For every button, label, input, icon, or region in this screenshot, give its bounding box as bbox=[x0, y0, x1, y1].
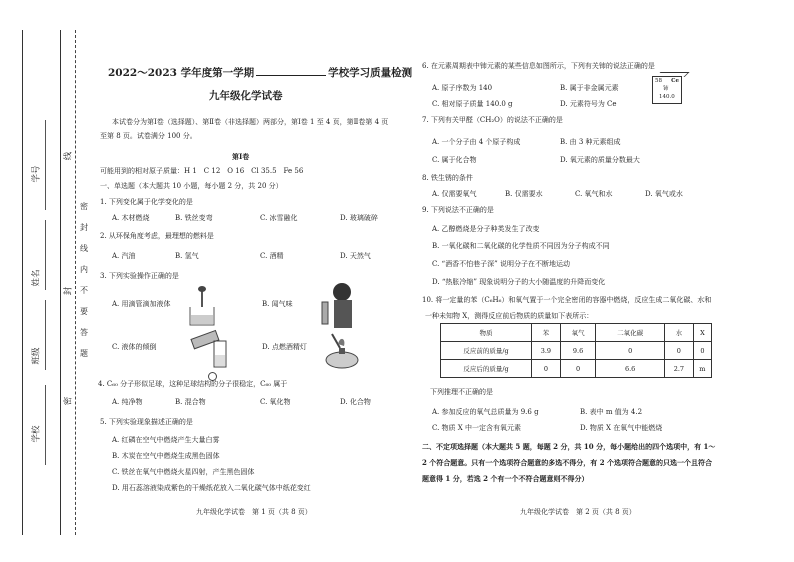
page-1-footer: 九年级化学试卷 第 1 页（共 8 页） bbox=[196, 508, 312, 516]
q2-option-a[interactable]: A. 汽油 bbox=[112, 252, 136, 260]
q1-stem: 1. 下列变化属于化学变化的是 bbox=[100, 198, 193, 206]
q2-option-c[interactable]: C. 酒精 bbox=[260, 252, 284, 260]
q1-option-a[interactable]: A. 木材燃烧 bbox=[112, 214, 150, 222]
school-write-line[interactable] bbox=[45, 385, 46, 465]
table-cell: 2.7 bbox=[664, 360, 693, 378]
q10-option-d[interactable]: D. 物质 X 在氧气中能燃烧 bbox=[580, 424, 663, 432]
table-cell: 0 bbox=[560, 360, 596, 378]
q3-stem: 3. 下列实验操作正确的是 bbox=[100, 272, 179, 280]
q7-stem: 7. 下列有关甲醛（CH₂O）的说法不正确的是 bbox=[422, 116, 563, 124]
q3-option-d[interactable]: D. 点燃酒精灯 bbox=[262, 343, 307, 351]
part-2-heading-3: 题意得 1 分，若选 2 个有一个不符合题意则不得分） bbox=[422, 474, 589, 483]
name-label: 姓名 bbox=[31, 269, 42, 287]
q4-option-d[interactable]: D. 化合物 bbox=[340, 398, 371, 406]
q1-option-b[interactable]: B. 铁丝变弯 bbox=[175, 214, 213, 222]
q10-option-a[interactable]: A. 参加反应的氧气总质量为 9.6 g bbox=[432, 408, 539, 416]
q9-stem: 9. 下列说法不正确的是 bbox=[422, 206, 494, 214]
q10-option-b[interactable]: B. 表中 m 值为 4.2 bbox=[580, 408, 643, 416]
part-2-heading-1: 二、不定项选择题（本大题共 5 题，每题 2 分，共 10 分，每小题给出的四个选项中，有 1～ bbox=[422, 442, 716, 451]
q3-option-c[interactable]: C. 液体的倾倒 bbox=[112, 343, 157, 351]
dropper-figure bbox=[180, 285, 220, 327]
smelling-figure bbox=[316, 280, 356, 332]
seal-notice: 密 封 线 内 不 要 答 题 bbox=[80, 202, 88, 358]
q10-prompt: 下列推理不正确的是 bbox=[430, 388, 493, 396]
q9-option-c[interactable]: C. “酒香不怕巷子深” 说明分子在不断地运动 bbox=[432, 260, 570, 268]
q2-stem: 2. 从环保角度考虑，最理想的燃料是 bbox=[100, 232, 214, 240]
table-cell: 反应前的质量/g bbox=[441, 342, 532, 360]
q3-option-a[interactable]: A. 用滴管滴加液体 bbox=[112, 300, 171, 308]
q5-option-d[interactable]: D. 用石蕊溶液染成紫色的干燥纸花放入二氧化碳气体中纸花变红 bbox=[112, 484, 311, 492]
q5-option-b[interactable]: B. 木炭在空气中燃烧生成黑色固体 bbox=[112, 452, 220, 460]
page-2-footer: 九年级化学试卷 第 2 页（共 8 页） bbox=[520, 508, 636, 516]
q9-option-a[interactable]: A. 乙醇燃烧是分子种类发生了改变 bbox=[432, 225, 540, 233]
table-cell: 3.9 bbox=[532, 342, 561, 360]
table-cell: 0 bbox=[693, 342, 711, 360]
alcohol-lamp-figure bbox=[318, 326, 364, 370]
q5-option-a[interactable]: A. 红磷在空气中燃烧产生大量白雾 bbox=[112, 436, 220, 444]
table-cell: 0 bbox=[596, 342, 665, 360]
margin-rule-outer bbox=[22, 30, 23, 535]
q8-option-c[interactable]: C. 氧气和水 bbox=[575, 190, 613, 198]
xian-char: 线 bbox=[63, 151, 74, 161]
table-header-cell: 二氧化碳 bbox=[596, 324, 665, 342]
q7-option-c[interactable]: C. 属于化合物 bbox=[432, 156, 477, 164]
q4-option-b[interactable]: B. 混合物 bbox=[175, 398, 206, 406]
q2-option-d[interactable]: D. 天然气 bbox=[340, 252, 371, 260]
q8-option-b[interactable]: B. 仅需要水 bbox=[505, 190, 543, 198]
q10-option-c[interactable]: C. 物质 X 中一定含有氧元素 bbox=[432, 424, 521, 432]
table-header-cell: 苯 bbox=[532, 324, 561, 342]
section-1-heading: 第Ⅰ卷 bbox=[232, 152, 250, 161]
margin-rule-inner bbox=[60, 30, 61, 535]
table-cell: m bbox=[693, 360, 711, 378]
part-2-heading-2: 2 个符合题意。只有一个选项符合题意的多选不得分，有 2 个选项符合题意的只选一个且符合 bbox=[422, 458, 713, 467]
mass-table bbox=[440, 323, 712, 378]
class-write-line[interactable] bbox=[45, 300, 46, 370]
q10-stem-2: 一种未知物 X，测得反应前后物质的质量如下表所示： bbox=[425, 312, 594, 320]
table-cell: 9.6 bbox=[560, 342, 596, 360]
periodic-cell: 58 Ce 铈 140.0 bbox=[652, 76, 682, 104]
q4-stem: 4. C₆₀ 分子形似足球，这种足球结构的分子很稳定，C₆₀ 属于 bbox=[98, 380, 288, 388]
cell-3d-top bbox=[656, 72, 690, 77]
q10-stem-1: 10. 将一定量的苯（C₆H₆）和氧气置于一个完全密闭的容器中燃烧，反应生成二氧化碳、水和 bbox=[422, 296, 712, 304]
intro-line-1: 本试卷分为第Ⅰ卷（选择题）、第Ⅱ卷（非选择题）两部分，第Ⅰ卷 1 至 4 页，第Ⅱ卷第 4 页 bbox=[112, 118, 389, 126]
q5-stem: 5. 下列实验现象描述正确的是 bbox=[100, 418, 193, 426]
q8-option-a[interactable]: A. 仅需要氧气 bbox=[432, 190, 477, 198]
q6-option-d[interactable]: D. 元素符号为 Ce bbox=[560, 100, 617, 108]
part-1-heading: 一、单选题（本大题共 10 小题，每小题 2 分，共 20 分） bbox=[100, 182, 283, 190]
q3-option-b[interactable]: B. 闻气味 bbox=[262, 300, 293, 308]
q5-option-c[interactable]: C. 铁丝在氧气中燃烧火星四射，产生黑色固体 bbox=[112, 468, 255, 476]
school-blank[interactable] bbox=[256, 66, 326, 76]
q6-stem: 6. 在元素周期表中铈元素的某些信息如图所示，下列有关铈的说法正确的是 bbox=[422, 62, 655, 70]
class-label: 班级 bbox=[31, 347, 42, 365]
q8-stem: 8. 铁生锈的条件 bbox=[422, 174, 473, 182]
school-label: 学校 bbox=[31, 425, 42, 443]
exam-title: 2022～2023 学年度第一学期 学校学习质量检测 bbox=[108, 67, 413, 79]
table-cell: 0 bbox=[532, 360, 561, 378]
q6-option-a[interactable]: A. 原子序数为 140 bbox=[432, 84, 493, 92]
q7-option-d[interactable]: D. 氧元素的质量分数最大 bbox=[560, 156, 640, 164]
pouring-figure bbox=[184, 325, 240, 369]
table-header-cell: 氧气 bbox=[560, 324, 596, 342]
number-label: 学号 bbox=[31, 165, 42, 183]
q2-option-b[interactable]: B. 氢气 bbox=[175, 252, 199, 260]
table-header-cell: 水 bbox=[664, 324, 693, 342]
q4-option-c[interactable]: C. 氧化物 bbox=[260, 398, 291, 406]
q4-option-a[interactable]: A. 纯净物 bbox=[112, 398, 143, 406]
q8-option-d[interactable]: D. 氧气或水 bbox=[645, 190, 683, 198]
name-write-line[interactable] bbox=[45, 220, 46, 290]
exam-subtitle: 九年级化学试卷 bbox=[209, 90, 283, 102]
table-header-cell: 物质 bbox=[441, 324, 532, 342]
table-cell: 6.6 bbox=[596, 360, 665, 378]
table-header-cell: X bbox=[693, 324, 711, 342]
intro-line-2: 至第 8 页。试卷满分 100 分。 bbox=[100, 132, 197, 140]
table-cell: 0 bbox=[664, 342, 693, 360]
q9-option-b[interactable]: B. 一氧化碳和二氧化碳的化学性质不同因为分子构成不同 bbox=[432, 242, 610, 250]
atomic-masses: 可能用到的相对原子质量：H 1 C 12 O 16 Cl 35.5 Fe 56 bbox=[100, 167, 304, 175]
number-write-line[interactable] bbox=[45, 120, 46, 210]
table-cell: 反应后的质量/g bbox=[441, 360, 532, 378]
seal-dashed-line bbox=[75, 30, 76, 535]
q6-option-c[interactable]: C. 相对原子质量 140.0 g bbox=[432, 100, 513, 108]
table-row bbox=[441, 360, 712, 378]
q1-option-c[interactable]: C. 冰雪融化 bbox=[260, 214, 298, 222]
table-row bbox=[441, 342, 712, 360]
q9-option-d[interactable]: D. “热胀冷缩” 现象说明分子的大小随温度的升降而变化 bbox=[432, 278, 606, 286]
q7-option-b[interactable]: B. 由 3 种元素组成 bbox=[560, 138, 621, 146]
mi-char: 密 bbox=[63, 396, 74, 406]
feng-char: 封 bbox=[63, 286, 74, 296]
q6-option-b[interactable]: B. 属于非金属元素 bbox=[560, 84, 619, 92]
q7-option-a[interactable]: A. 一个分子由 4 个原子构成 bbox=[432, 138, 521, 146]
q1-option-d[interactable]: D. 玻璃破碎 bbox=[340, 214, 378, 222]
table-header-row bbox=[441, 324, 712, 342]
